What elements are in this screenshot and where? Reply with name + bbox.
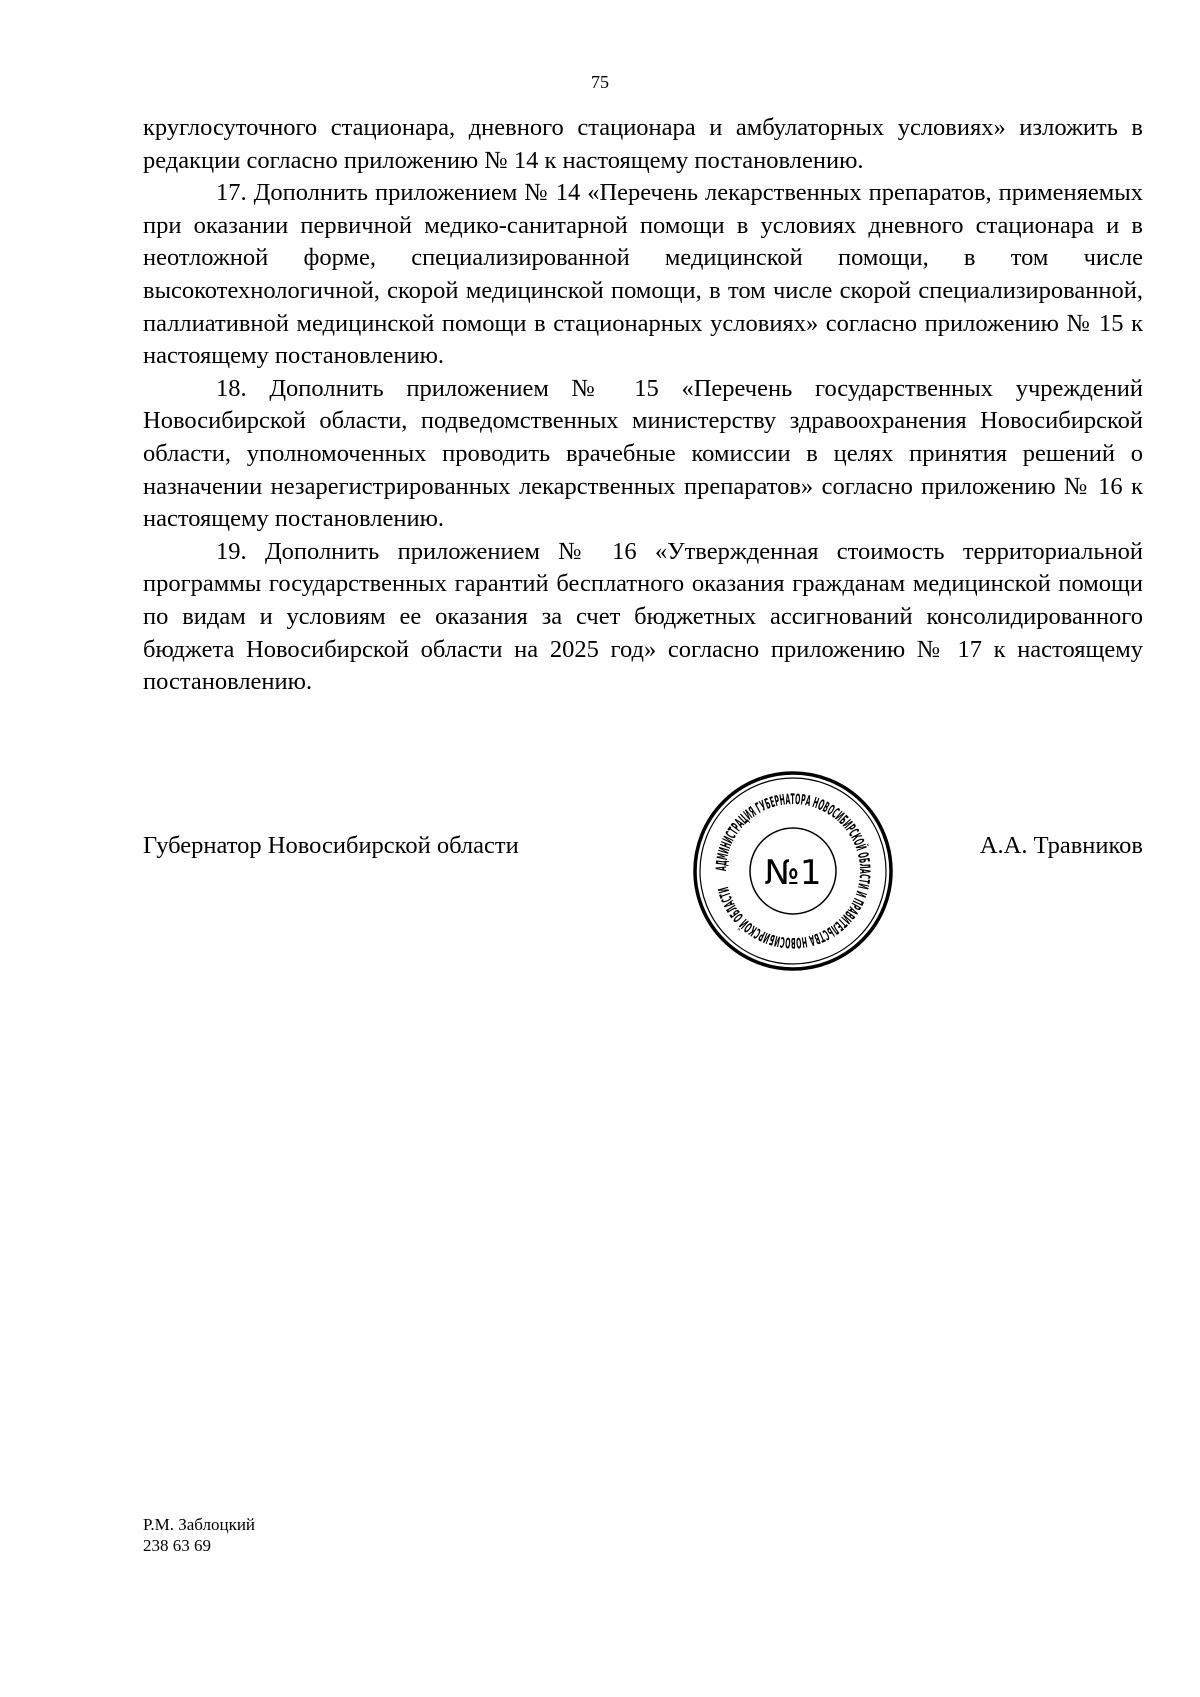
paragraph-item-19: 19. Дополнить приложением № 16 «Утвержденная стоимость территориальной программы государственных гарантий бесплатного оказания гражданам медицинской помощи по видам и условиям ее оказания за счет бюджетных ассигнований консолидированного бюджета Новосибирской области на 2025 год» согласно приложению № 17 к настоящему постановлению. (143, 537, 1143, 696)
signer-name: А.А. Травников (979, 832, 1143, 859)
executor-name: Р.М. Заблоцкий (143, 1515, 256, 1534)
seal-center-number: №1 (764, 853, 822, 893)
paragraph-item-18: 18. Дополнить приложением № 15 «Перечень государственных учреждений Новосибирской области, подведомственных министерству здравоохранения Новосибирской области, уполномоченных проводить врачебные комиссии в целях принятия решений о назначении незарегистрированных лекарственных препаратов» согласно приложению № 16 к настоящему постановлению. (143, 374, 1143, 533)
official-seal (690, 768, 896, 974)
paragraph-item-17: 17. Дополнить приложением № 14 «Перечень лекарственных препаратов, применяемых при оказании первичной медико-санитарной помощи в условиях дневного стационара и в неотложной форме, специализированной медицинской помощи, в том числе высокотехнологичной, скорой медицинской помощи, в том числе скорой специализированной, паллиативной медицинской помощи в стационарных условиях» согласно приложению № 15 к настоящему постановлению. (143, 179, 1143, 370)
seal-icon (690, 768, 896, 974)
paragraph-continuation: круглосуточного стационара, дневного стационара и амбулаторных условиях» изложить в редакции согласно приложению № 14 к настоящему постановлению. (143, 114, 1143, 174)
executor-block (143, 1514, 255, 1556)
seal-ring-text: АДМИНИСТРАЦИЯ ГУБЕРНАТОРА НОВОСИБИРСКОЙ ОБЛАСТИ И ПРАВИТЕЛЬСТВА НОВОСИБИРСКОЙ ОБЛАСТИ (713, 791, 873, 951)
executor-phone: 238 63 69 (143, 1536, 211, 1555)
signer-title: Губернатор Новосибирской области (143, 832, 519, 859)
document-body (143, 112, 1143, 699)
page-number: 75 (591, 72, 609, 92)
